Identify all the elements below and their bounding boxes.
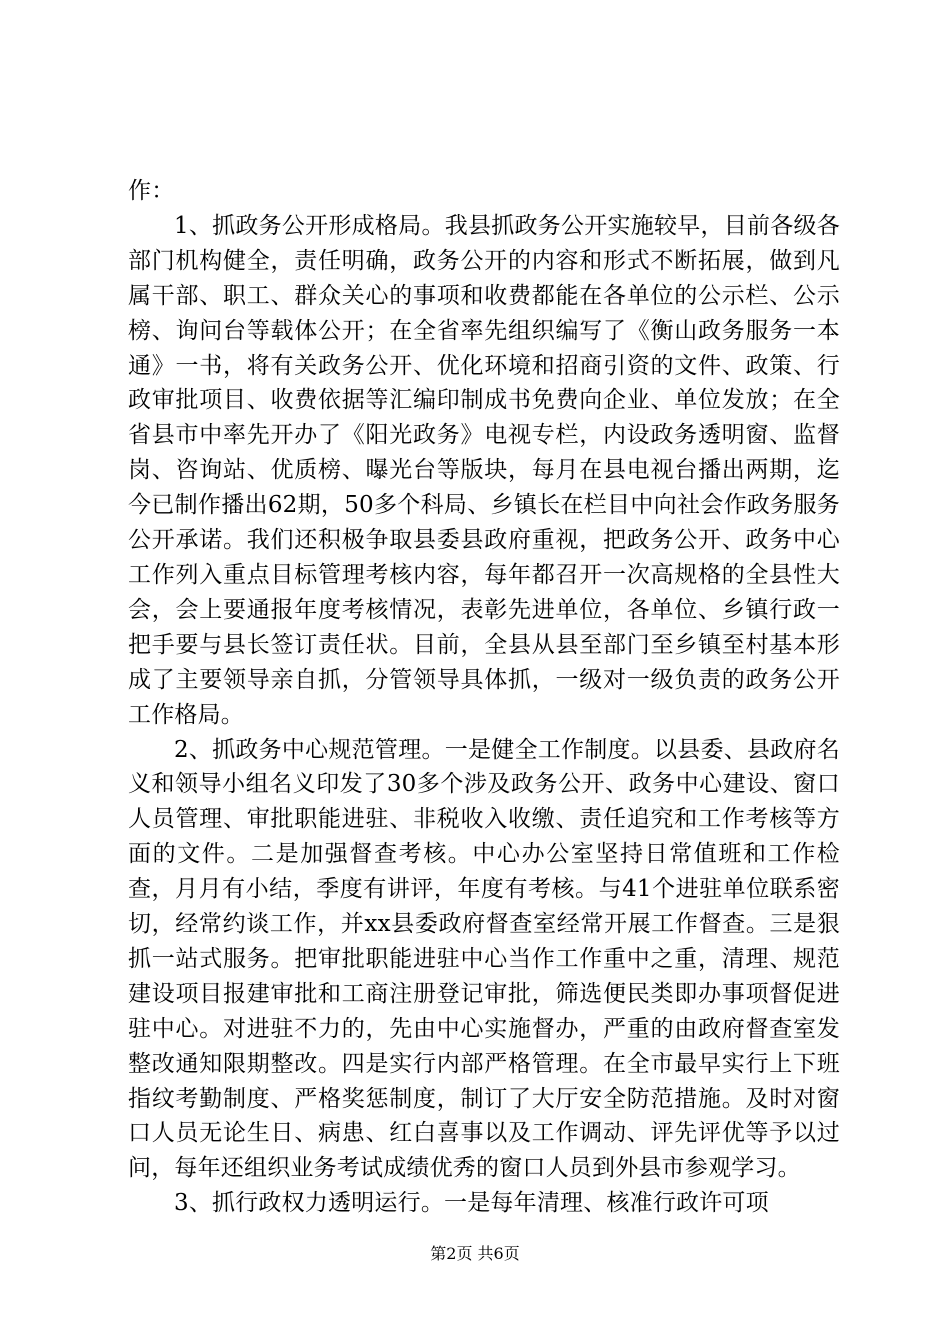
paragraph-continuation: 作： [128,178,175,204]
page-footer: 第2页 共6页 [430,1244,520,1263]
paragraph-item-3: 3、抓行政权力透明运行。一是每年清理、核准行政许可项 [174,1190,769,1217]
document-body [128,174,840,1221]
paragraph-item-1: 1、抓政务公开形成格局。我县抓政务公开实施较早，目前各级各部门机构健全，责任明确，政务公开的内容和形式不断拓展，做到凡属干部、职工、群众关心的事项和收费都能在各单位的公示栏、公示榜、询问台等载体公开；在全省率先组织编写了《衡山政务服务一本通》一书，将有关政务公开、优化环境和招商引资的文件、政策、行政审批项目、收费依据等汇编印制成书免费向企业、单位发放；在全省县市中率先开办了《阳光政务》电视专栏，内设政务透明窗、监督岗、咨询站、优质榜、曝光台等版块，每月在县电视台播出两期，迄今已制作播出62期，50多个科局、乡镇长在栏目中向社会作政务服务公开承诺。我们还积极争取县委县政府重视，把政务公开、政务中心工作列入重点目标管理考核内容，每年都召开一次高规格的全县性大会，会上要通报年度考核情况，表彰先进单位，各单位、乡镇行政一把手要与县长签订责任状。目前，全县从县至部门至乡镇至村基本形成了主要领导亲自抓，分管领导具体抓，一级对一级负责的政务公开工作格局。 [128,212,840,728]
paragraph-item-2: 2、抓政务中心规范管理。一是健全工作制度。以县委、县政府名义和领导小组名义印发了30多个涉及政务公开、政务中心建设、窗口人员管理、审批职能进驻、非税收入收缴、责任追究和工作考核等方面的文件。二是加强督查考核。中心办公室坚持日常值班和工作检查，月月有小结，季度有讲评，年度有考核。与41个进驻单位联系密切，经常约谈工作，并xx县委政府督查室经常开展工作督查。三是狠抓一站式服务。把审批职能进驻中心当作工作重中之重，清理、规范建设项目报建审批和工商注册登记审批，筛选便民类即办事项督促进驻中心。对进驻不力的，先由中心实施督办，严重的由政府督查室发整改通知限期整改。四是实行内部严格管理。在全市最早实行上下班指纹考勤制度、严格奖惩制度，制订了大厅安全防范措施。及时对窗口人员无论生日、病患、红白喜事以及工作调动、评先评优等予以过问，每年还组织业务考试成绩优秀的窗口人员到外县市参观学习。 [128,736,840,1182]
